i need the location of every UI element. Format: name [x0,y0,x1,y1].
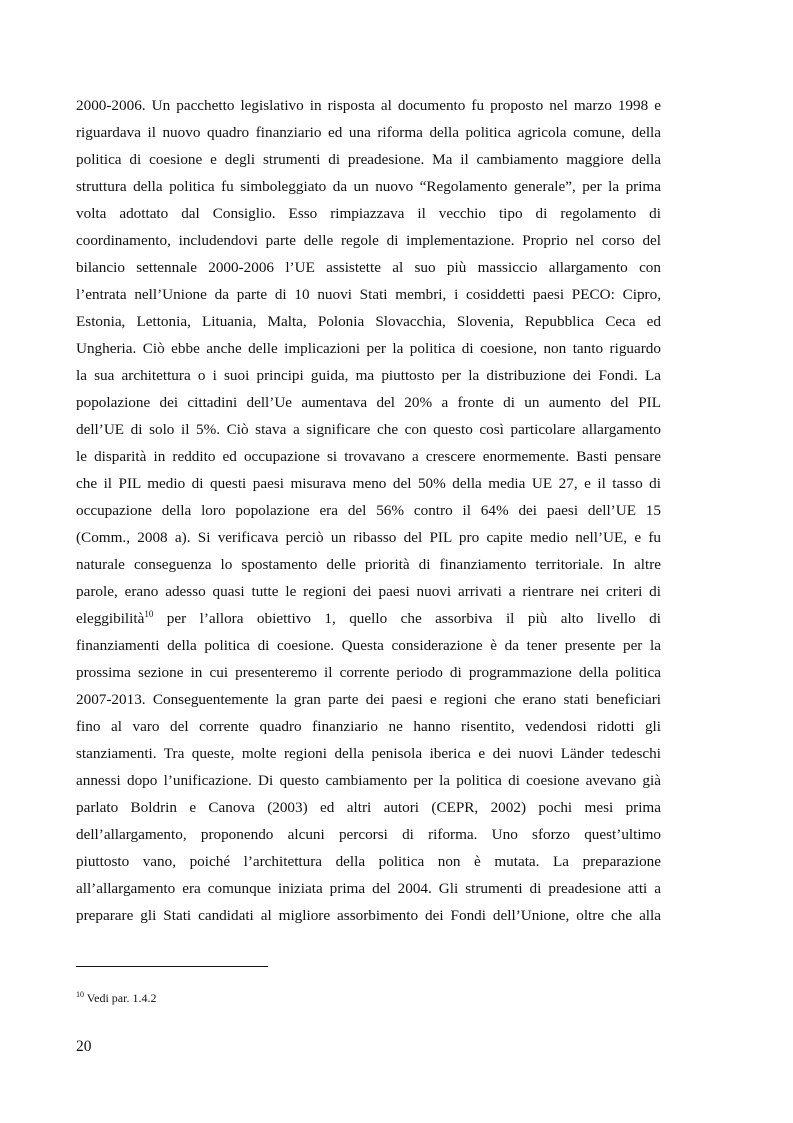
text-line: che il PIL medio di questi paesi misurava meno del 50% della media UE 27, e il tasso di [76,475,661,492]
text-line: finanziamenti della politica di coesione. Questa considerazione è da tener presente per la [76,637,661,654]
text-line: popolazione dei cittadini dell’Ue aumentava del 20% a fronte di un aumento del PIL [76,394,661,411]
footnote-text: Vedi par. 1.4.2 [84,991,157,1005]
text-line: 2000-2006. Un pacchetto legislativo in risposta al documento fu proposto nel marzo 1998 e [76,97,661,114]
text-line: coordinamento, includendovi parte delle regole di implementazione. Proprio nel corso del [76,232,661,249]
text-line: naturale conseguenza lo spostamento delle priorità di finanziamento territoriale. In altre [76,556,661,573]
text-line: annessi dopo l’unificazione. Di questo cambiamento per la politica di coesione avevano già [76,772,661,789]
footnote [76,990,156,1006]
text-line: preparare gli Stati candidati al migliore assorbimento dei Fondi dell’Unione, oltre che alla [76,907,661,924]
text-line: le disparità in reddito ed occupazione si trovavano a crescere enormemente. Basti pensare [76,448,661,465]
text-line: stanziamenti. Tra queste, molte regioni della penisola iberica e dei nuovi Länder tedeschi [76,745,661,762]
text-line: struttura della politica fu simboleggiato da un nuovo “Regolamento generale”, per la prima [76,178,661,195]
text-fragment: per l’allora obiettivo 1, quello che assorbiva il più alto livello di [153,610,661,627]
text-line: (Comm., 2008 a). Si verificava perciò un ribasso del PIL pro capite medio nell’UE, e fu [76,529,661,546]
text-line: Estonia, Lettonia, Lituania, Malta, Polonia Slovacchia, Slovenia, Repubblica Ceca ed [76,313,661,330]
text-line: piuttosto vano, poiché l’architettura della politica non è mutata. La preparazione [76,853,661,870]
text-line: bilancio settennale 2000-2006 l’UE assistette al suo più massiccio allargamento con [76,259,661,276]
text-line: volta adottato dal Consiglio. Esso rimpiazzava il vecchio tipo di regolamento di [76,205,661,222]
text-line: Ungheria. Ciò ebbe anche delle implicazioni per la politica di coesione, non tanto riguardo [76,340,661,357]
text-line: politica di coesione e degli strumenti di preadesione. Ma il cambiamento maggiore della [76,151,661,168]
body-text [76,92,661,929]
text-line: parlato Boldrin e Canova (2003) ed altri autori (CEPR, 2002) pochi mesi prima [76,799,661,816]
text-line: prossima sezione in cui presenteremo il corrente periodo di programmazione della politica [76,664,661,681]
text-line: 2007-2013. Conseguentemente la gran parte dei paesi e regioni che erano stati beneficiari [76,691,661,708]
text-line-with-footnote-ref [76,605,661,632]
footnote-separator [76,966,268,967]
text-line: la sua architettura o i suoi principi guida, ma piuttosto per la distribuzione dei Fondi. La [76,367,661,384]
text-line: fino al varo del corrente quadro finanziario ne hanno risentito, vedendosi ridotti gli [76,718,661,735]
page-number: 20 [76,1038,92,1055]
text-line: occupazione della loro popolazione era del 56% contro il 64% dei paesi dell’UE 15 [76,502,661,519]
text-line: l’entrata nell’Unione da parte di 10 nuovi Stati membri, i cosiddetti paesi PECO: Cipro, [76,286,661,303]
text-line: parole, erano adesso quasi tutte le regioni dei paesi nuovi arrivati a rientrare nei criteri di [76,583,661,600]
footnote-number: 10 [76,990,84,999]
text-line: riguardava il nuovo quadro finanziario ed una riforma della politica agricola comune, della [76,124,661,141]
text-line: dell’UE di solo il 5%. Ciò stava a significare che con questo così particolare allargamento [76,421,661,438]
text-fragment: eleggibilità [76,610,145,627]
text-line: all’allargamento era comunque iniziata prima del 2004. Gli strumenti di preadesione atti a [76,880,661,897]
text-line: dell’allargamento, proponendo alcuni percorsi di riforma. Uno sforzo quest’ultimo [76,826,661,843]
footnote-reference[interactable]: 10 [144,609,154,619]
